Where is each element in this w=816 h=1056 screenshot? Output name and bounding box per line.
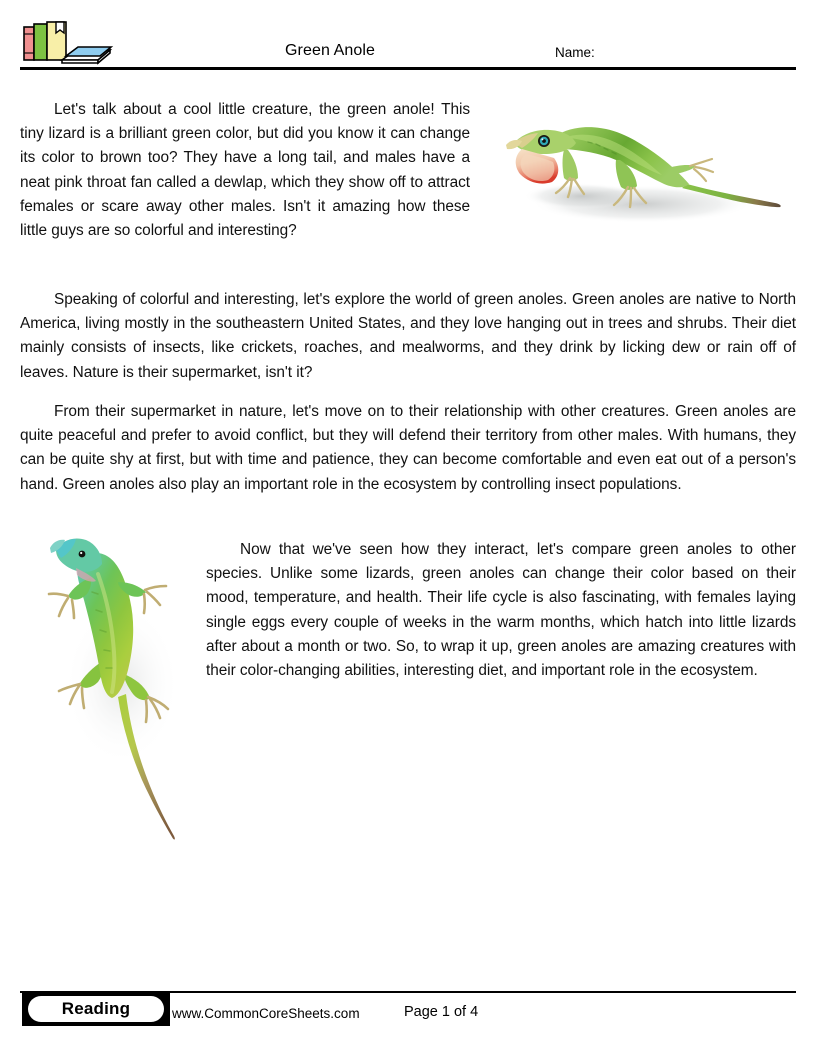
- green-anole-top-view-photo: [46, 534, 216, 840]
- paragraph-text: Now that we've seen how they interact, let's compare green anoles to other species. Unlike some lizards, green anoles can change their color based on their mood, temperature, and health. Their life cycle is also fascinating, with females laying single eggs every couple of weeks in the warm months, which hatch into little lizards after about a month or two. So, to wrap it up, green anoles are amazing creatures with their color-changing abilities, interesting diet, and important role in the ecosystem.: [206, 541, 796, 680]
- page-title: Green Anole: [284, 42, 376, 59]
- paragraph-text: Speaking of colorful and interesting, let's explore the world of green anoles. Green anoles are native to North America, living mostly in the southeastern United States, and they love hanging out in trees and shrubs. Their diet mainly consists of insects, like crickets, roaches, and mealworms, and they drink by licking dew or rain off of leaves. Nature is their supermarket, isn't it?: [20, 291, 796, 381]
- page-footer: [0, 980, 816, 1056]
- subject-badge: [22, 992, 170, 1026]
- passage-paragraph-3: [20, 400, 796, 497]
- site-url-text: www.CommonCoreSheets.com: [172, 1006, 360, 1021]
- paragraph-text: Let's talk about a cool little creature, the green anole! This tiny lizard is a brilliant green color, but did you know it can change its color to brown too? They have a long tail, and males have a neat pink throat fan called a dewlap, which they show off to attract females or scare away other males. Isn't it amazing how these little guys are so colorful and interesting?: [20, 101, 470, 240]
- passage-paragraph-1: [20, 98, 470, 243]
- name-field-label: Name:: [555, 45, 595, 60]
- passage-paragraph-2: [20, 288, 796, 385]
- books-stack-icon: [18, 20, 114, 68]
- subject-badge-label: Reading: [28, 996, 164, 1022]
- header-divider: [20, 67, 796, 70]
- page-header: [0, 0, 816, 72]
- page-number-text: Page 1 of 4: [404, 1004, 479, 1020]
- green-anole-side-view-photo: [492, 96, 800, 256]
- paragraph-text: From their supermarket in nature, let's move on to their relationship with other creatures. Green anoles are quite peaceful and prefer to avoid conflict, but they will defend their territory from other males. With humans, they can be quite shy at first, but with time and patience, they can become comfortable and even eat out of a person's hand. Green anoles also play an important role in the ecosystem by controlling insect populations.: [20, 403, 796, 493]
- passage-paragraph-4: [206, 538, 796, 683]
